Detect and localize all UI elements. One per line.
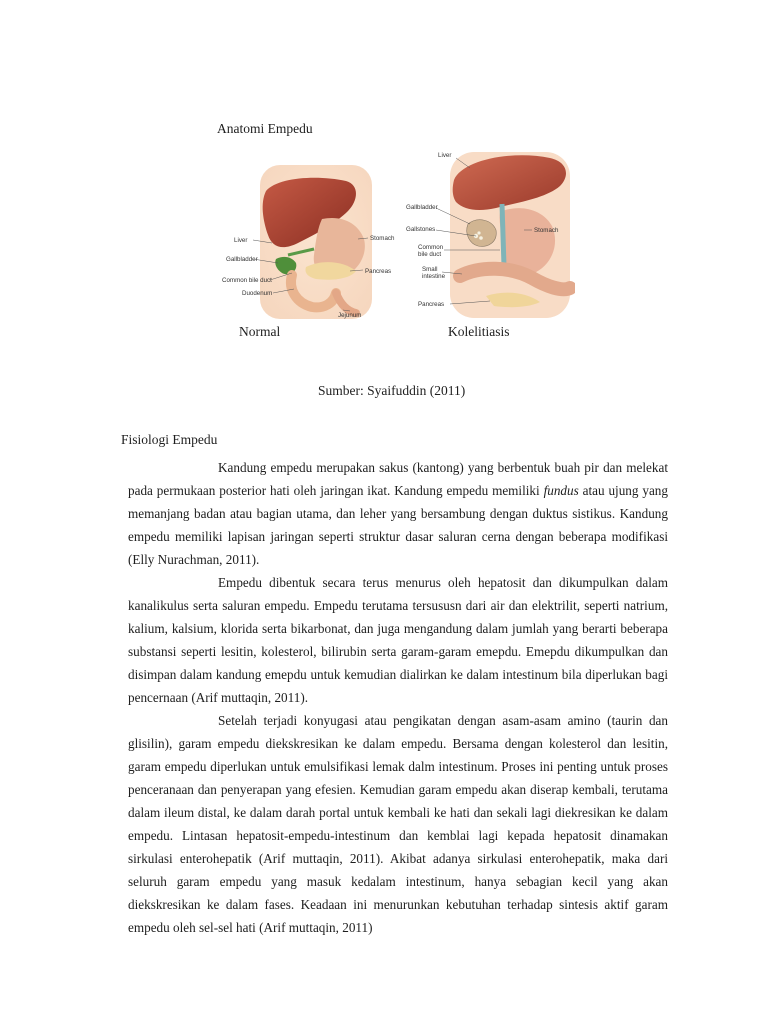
kolelitiasis-illustration	[400, 146, 575, 320]
section-heading: Fisiologi Empedu	[121, 432, 218, 447]
label-pancreas: Pancreas	[365, 268, 392, 275]
label-small-intestine-line2: intestine	[422, 273, 446, 280]
paragraph-1-part2: atau ujung yang memanjang badan atau bagian utama, dan leher yang bersambung dengan duktus sistikus. Kandung empedu memiliki lapisan jaringan seperti struktur dasar saluran cerna dengan beberapa modifikasi (Elly Nurachman, 2011).	[128, 483, 668, 567]
normal-anatomy-illustration	[218, 163, 400, 321]
label-liver: Liver	[438, 152, 452, 159]
label-stomach: Stomach	[534, 227, 559, 234]
bile-duct-shape	[502, 204, 504, 266]
figure-title: Anatomi Empedu	[217, 121, 313, 136]
label-gallstones: Gallstones	[406, 226, 436, 233]
gallstone	[477, 231, 480, 234]
paragraph-1-part1: Kandung empedu merupakan sakus (kantong) yang berbentuk buah pir dan melekat pada permukaan posterior hati oleh jaringan ikat. Kandung empedu memiliki	[128, 460, 668, 498]
caption-normal: Normal	[239, 324, 281, 339]
label-gallbladder: Gallbladder	[406, 204, 438, 211]
figure-source: Sumber: Syaifuddin (2011)	[318, 383, 466, 398]
term-fundus: fundus	[543, 483, 579, 498]
label-pancreas: Pancreas	[418, 301, 445, 308]
label-stomach: Stomach	[370, 235, 395, 242]
label-common-bile-duct-line1: Common	[418, 244, 444, 251]
label-common-bile-duct: Common bile duct	[222, 277, 272, 284]
label-duodenum: Duodenum	[242, 290, 273, 297]
paragraph-2: Empedu dibentuk secara terus menurus oleh hepatosit dan dikumpulkan dalam kanalikulus serta saluran empedu. Empedu terutama tersususn dari air dan elektrilit, seperti natrium, kalium, kalsium, klorida serta bikarbonat, dan juga mengandung dalam jumlah yang berarti beberapa substansi seperti lesitin, kolesterol, bilirubin serta garam-garam emepdu. Emepdu dikumpulkan dan disimpan dalam kandung emepdu untuk kemudian dialirkan ke dalam intestinum bila diperlukan bagi pencernaan (Arif muttaqin, 2011).	[128, 575, 668, 705]
body-text	[128, 456, 668, 939]
label-gallbladder: Gallbladder	[226, 256, 258, 263]
paragraph-3: Setelah terjadi konyugasi atau pengikatan dengan asam-asam amino (taurin dan glisilin), garam empedu diekskresikan ke dalam empedu. Bersama dengan kolesterol dan lesitin, garam empedu diperlukan untuk emulsifikasi lemak dalm intestinum. Proses ini penting untuk proses penceranaan dan penyerapan yang efesien. Kemudian garam empedu akan diserap kembali, terutama dalam ileum distal, ke dalam darah portal untuk kembali ke hati dan sekali lagi diekresikan ke dalam empedu. Lintasan hepatosit-empedu-intestinum dan kemblai lagi kepada hepatosit dinamakan sirkulasi enterohepatik (Arif muttaqin, 2011). Akibat adanya sirkulasi enterohepatik, maka dari seluruh garam empedu yang masuk kedalam intestinum, hanya sebagian kecil yang akan diekskresikan ke dalam fases. Keadaan ini menurunkan kebutuhan terhadap sintesis aktif garam empedu oleh sel-sel hati (Arif muttaqin, 2011)	[128, 713, 668, 935]
label-small-intestine-line1: Small	[422, 266, 438, 273]
caption-kolelitiasis: Kolelitiasis	[448, 324, 510, 339]
label-liver: Liver	[234, 237, 248, 244]
paragraph-1	[128, 456, 668, 571]
normal-anatomy-svg	[218, 163, 400, 321]
label-common-bile-duct-line2: bile duct	[418, 251, 442, 258]
label-jejunum: Jejunum	[338, 312, 362, 319]
kolelitiasis-svg	[400, 146, 575, 320]
gallstone	[479, 236, 483, 240]
